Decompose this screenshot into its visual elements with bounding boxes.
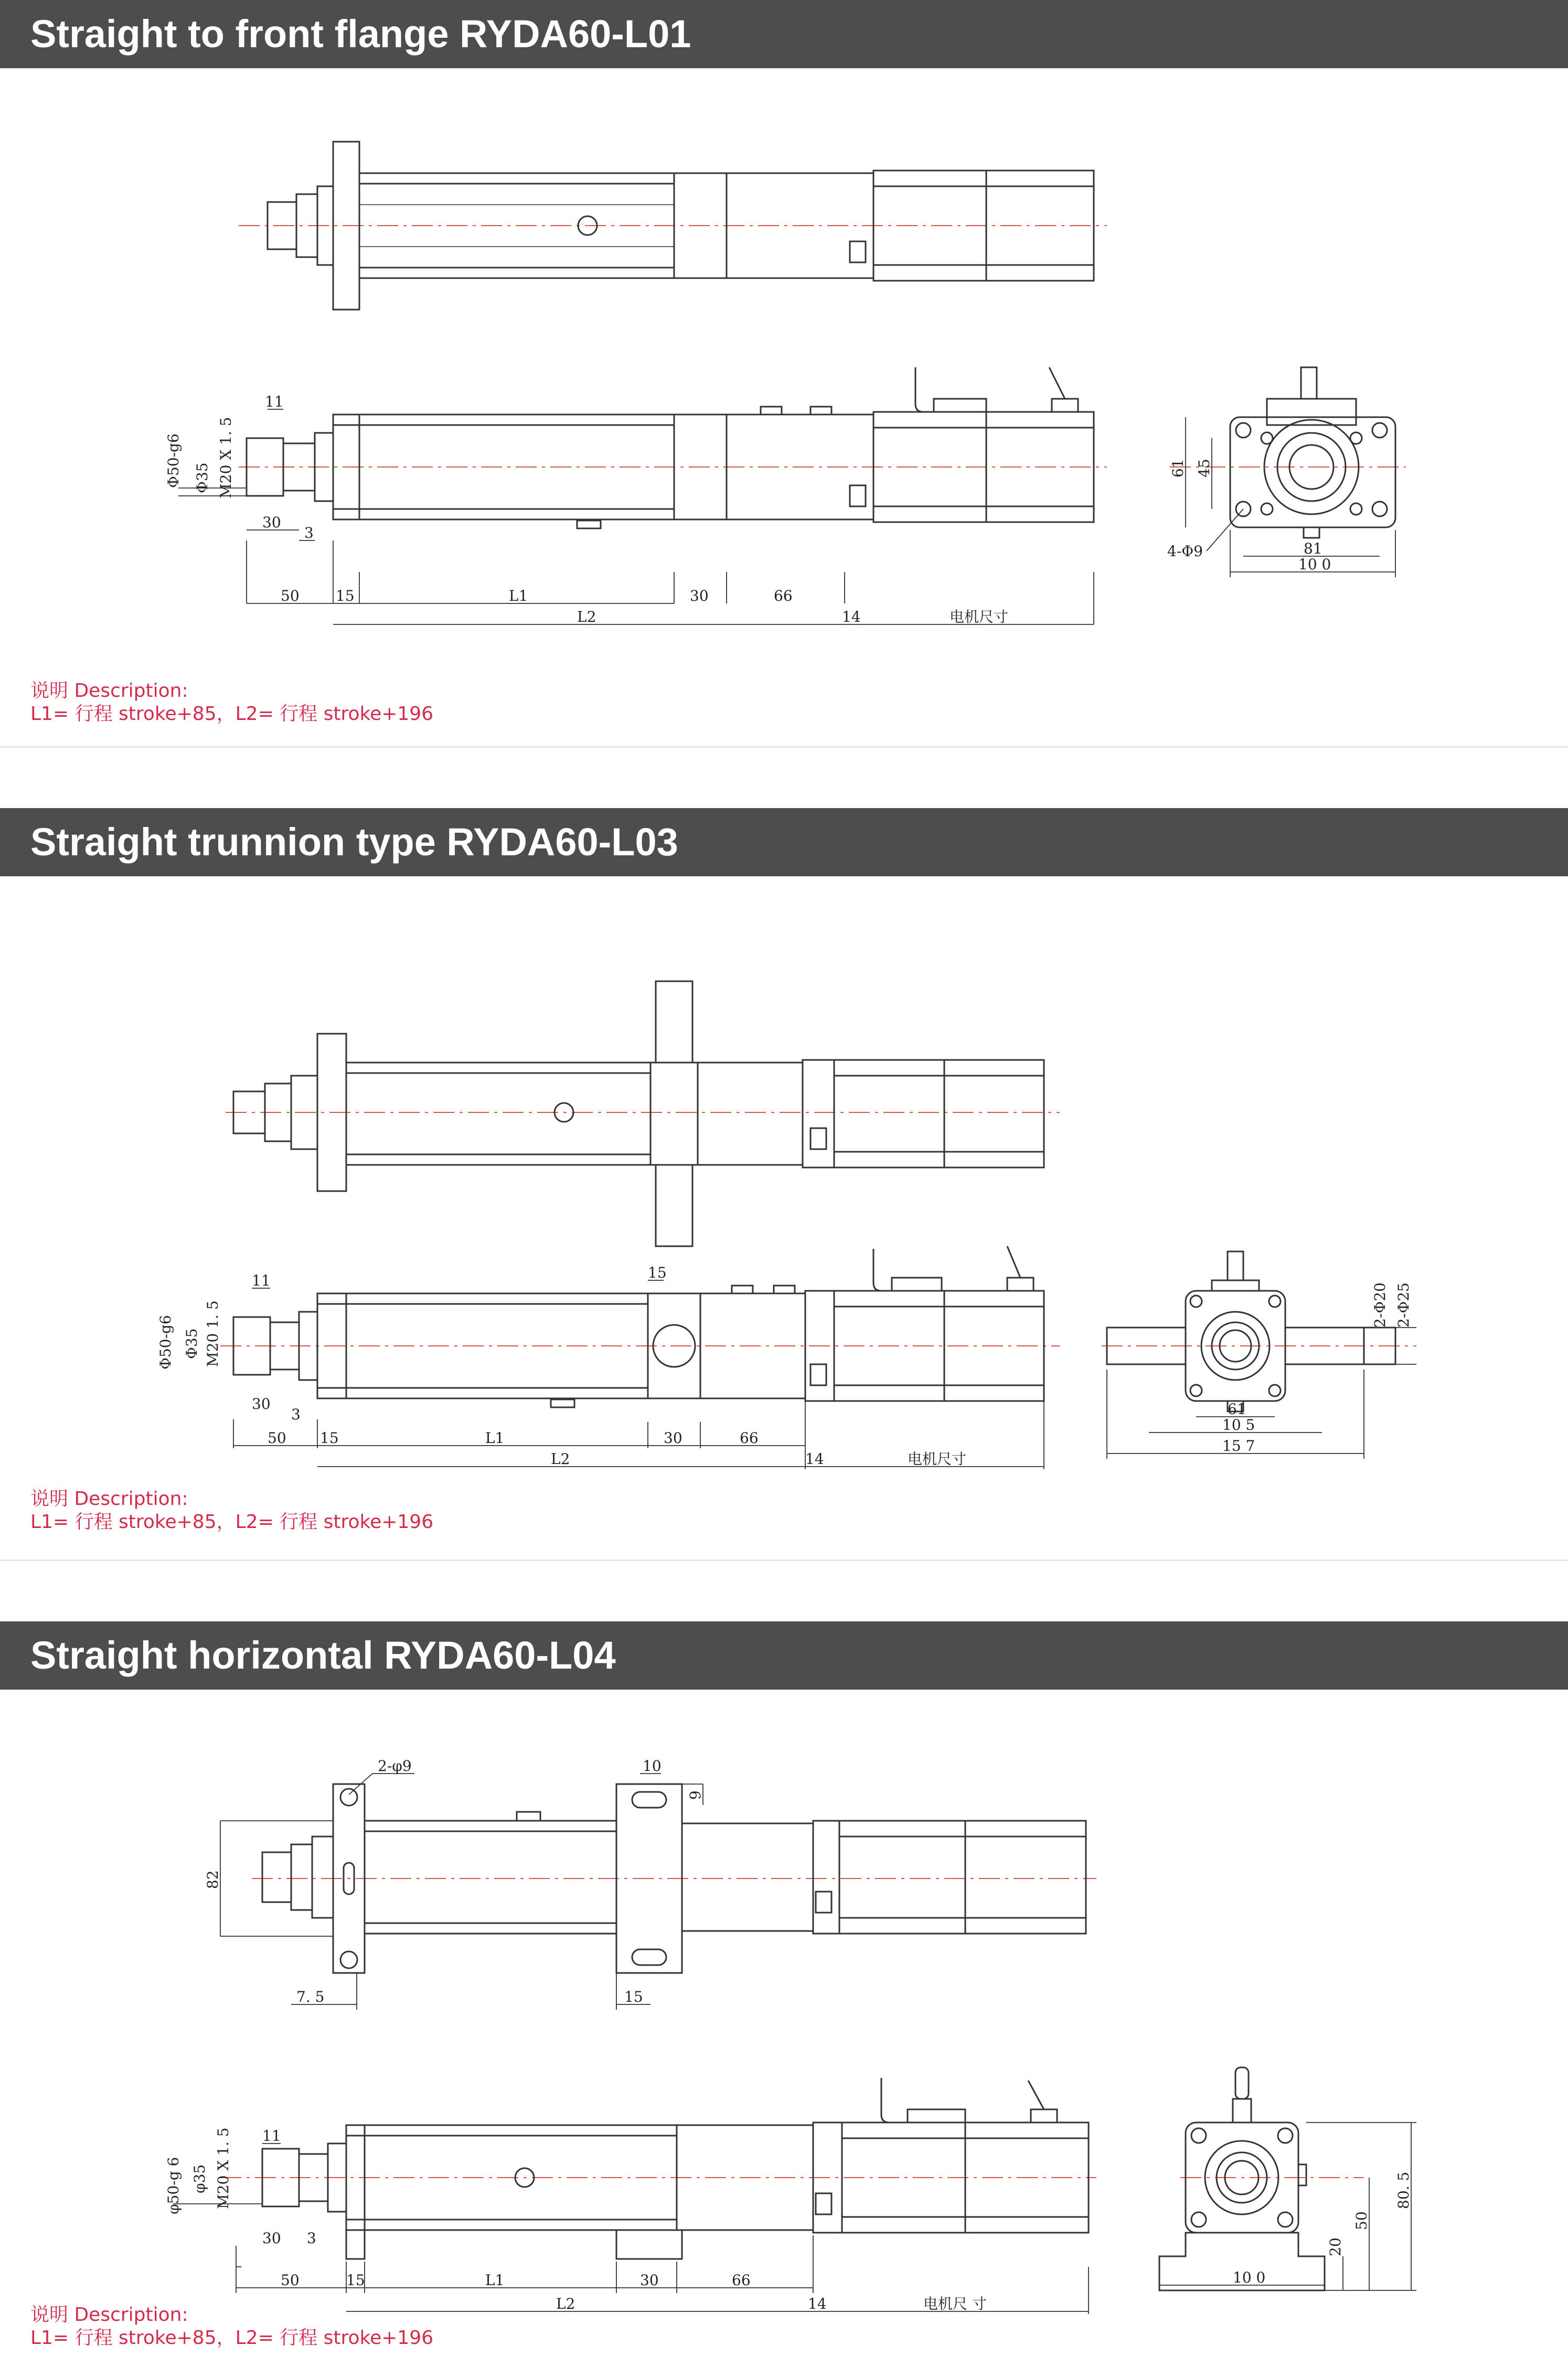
description <box>30 1488 433 1534</box>
dim-82: 82 <box>204 1870 221 1889</box>
dim-50: 50 <box>281 587 300 604</box>
dim-L2: L2 <box>556 2295 575 2312</box>
dim-20: 20 <box>1327 2237 1344 2256</box>
dim-15: 15 <box>346 2272 365 2289</box>
dim-phi35: φ35 <box>191 2164 208 2193</box>
end-view <box>1167 367 1406 577</box>
side-view <box>165 367 1107 625</box>
section-trunnion <box>0 808 1568 1561</box>
dim-holes: 4-Φ9 <box>1167 543 1203 560</box>
dim-15-top: 15 <box>648 1264 667 1281</box>
side-view <box>157 1246 1060 1469</box>
dim-11: 11 <box>265 393 284 410</box>
dim-80-5: 80. 5 <box>1395 2171 1412 2209</box>
dim-105: 10 5 <box>1222 1416 1255 1434</box>
dim-50-right: 50 <box>1353 2211 1370 2230</box>
dim-11: 11 <box>262 2127 281 2145</box>
dim-3: 3 <box>307 2230 316 2247</box>
dim-L2: L2 <box>577 608 596 625</box>
dim-14: 14 <box>805 1450 824 1468</box>
dim-30b: 30 <box>640 2272 659 2289</box>
dim-45: 45 <box>1196 459 1213 477</box>
dim-phi50: φ50-g 6 <box>165 2157 182 2214</box>
dim-100: 10 0 <box>1233 2269 1266 2286</box>
dim-15: 15 <box>336 587 355 604</box>
description-text: L1= 行程 stroke+85，L2= 行程 stroke+196 <box>30 703 434 725</box>
dim-61: 61 <box>1228 1400 1246 1418</box>
dim-61: 61 <box>1169 459 1187 477</box>
technical-drawing <box>0 68 1568 645</box>
section-title: Straight to front flange RYDA60-L01 <box>0 0 1568 68</box>
dim-15-top: 15 <box>624 1988 643 2005</box>
dim-30: 30 <box>262 514 281 531</box>
dim-L1: L1 <box>485 1429 505 1447</box>
dim-m20: M20 1. 5 <box>204 1300 221 1367</box>
dim-motor: 电机尺寸 <box>950 608 1009 625</box>
dim-11: 11 <box>252 1272 271 1289</box>
dim-157: 15 7 <box>1222 1437 1255 1455</box>
dim-50: 50 <box>268 1429 286 1447</box>
end-view <box>1102 1251 1416 1459</box>
dim-30b: 30 <box>690 587 709 604</box>
section-horizontal <box>0 1621 1568 2356</box>
dim-motor: 电机尺 寸 <box>923 2295 987 2312</box>
dim-30: 30 <box>262 2230 281 2247</box>
description-text: L1= 行程 stroke+85，L2= 行程 stroke+196 <box>30 2327 434 2349</box>
section-title: Straight horizontal RYDA60-L04 <box>0 1621 1568 1690</box>
dim-14: 14 <box>842 608 861 625</box>
dim-10: 10 <box>643 1757 662 1775</box>
description-title: 说明 Description: <box>30 2304 188 2326</box>
dim-m20: M20 X 1. 5 <box>217 417 234 498</box>
dim-phi50: Φ50-g6 <box>165 433 182 488</box>
dim-30b: 30 <box>664 1429 682 1447</box>
dim-15: 15 <box>320 1429 339 1447</box>
dim-66: 66 <box>740 1429 759 1447</box>
dim-66: 66 <box>732 2272 751 2289</box>
dim-phi35: Φ35 <box>183 1328 200 1359</box>
dim-holes: 2-φ9 <box>378 1757 412 1775</box>
dim-phi25: 2-Φ25 <box>1395 1282 1412 1328</box>
dim-81: 81 <box>1304 540 1322 557</box>
top-view <box>204 1757 1096 2010</box>
technical-drawing <box>0 876 1568 1468</box>
dim-50: 50 <box>281 2272 300 2289</box>
description-title: 说明 Description: <box>30 680 188 702</box>
dim-L1: L1 <box>485 2272 505 2289</box>
dim-phi35: Φ35 <box>194 462 211 493</box>
description-title: 说明 Description: <box>30 1488 188 1510</box>
dim-3: 3 <box>291 1406 301 1423</box>
dim-30: 30 <box>252 1395 271 1413</box>
dim-m20: M20 X 1. 5 <box>215 2127 232 2209</box>
description <box>30 2304 433 2350</box>
top-view <box>226 981 1060 1246</box>
dim-14: 14 <box>808 2295 827 2312</box>
description-text: L1= 行程 stroke+85，L2= 行程 stroke+196 <box>30 1511 434 1533</box>
dim-100: 10 0 <box>1298 556 1331 573</box>
end-view-dimensions <box>0 2146 1568 2267</box>
section-front-flange <box>0 0 1568 748</box>
dim-phi50: Φ50-g6 <box>157 1315 174 1370</box>
dim-7-5: 7. 5 <box>296 1988 325 2005</box>
dim-L2: L2 <box>551 1450 570 1468</box>
section-title: Straight trunnion type RYDA60-L03 <box>0 808 1568 876</box>
dim-L1: L1 <box>509 587 528 604</box>
dim-9: 9 <box>687 1790 704 1800</box>
top-view <box>239 142 1107 310</box>
dim-phi20: 2-Φ20 <box>1371 1282 1389 1328</box>
dim-motor: 电机尺寸 <box>908 1450 967 1468</box>
dim-66: 66 <box>774 587 793 604</box>
dim-3: 3 <box>304 524 314 542</box>
description <box>30 680 433 726</box>
